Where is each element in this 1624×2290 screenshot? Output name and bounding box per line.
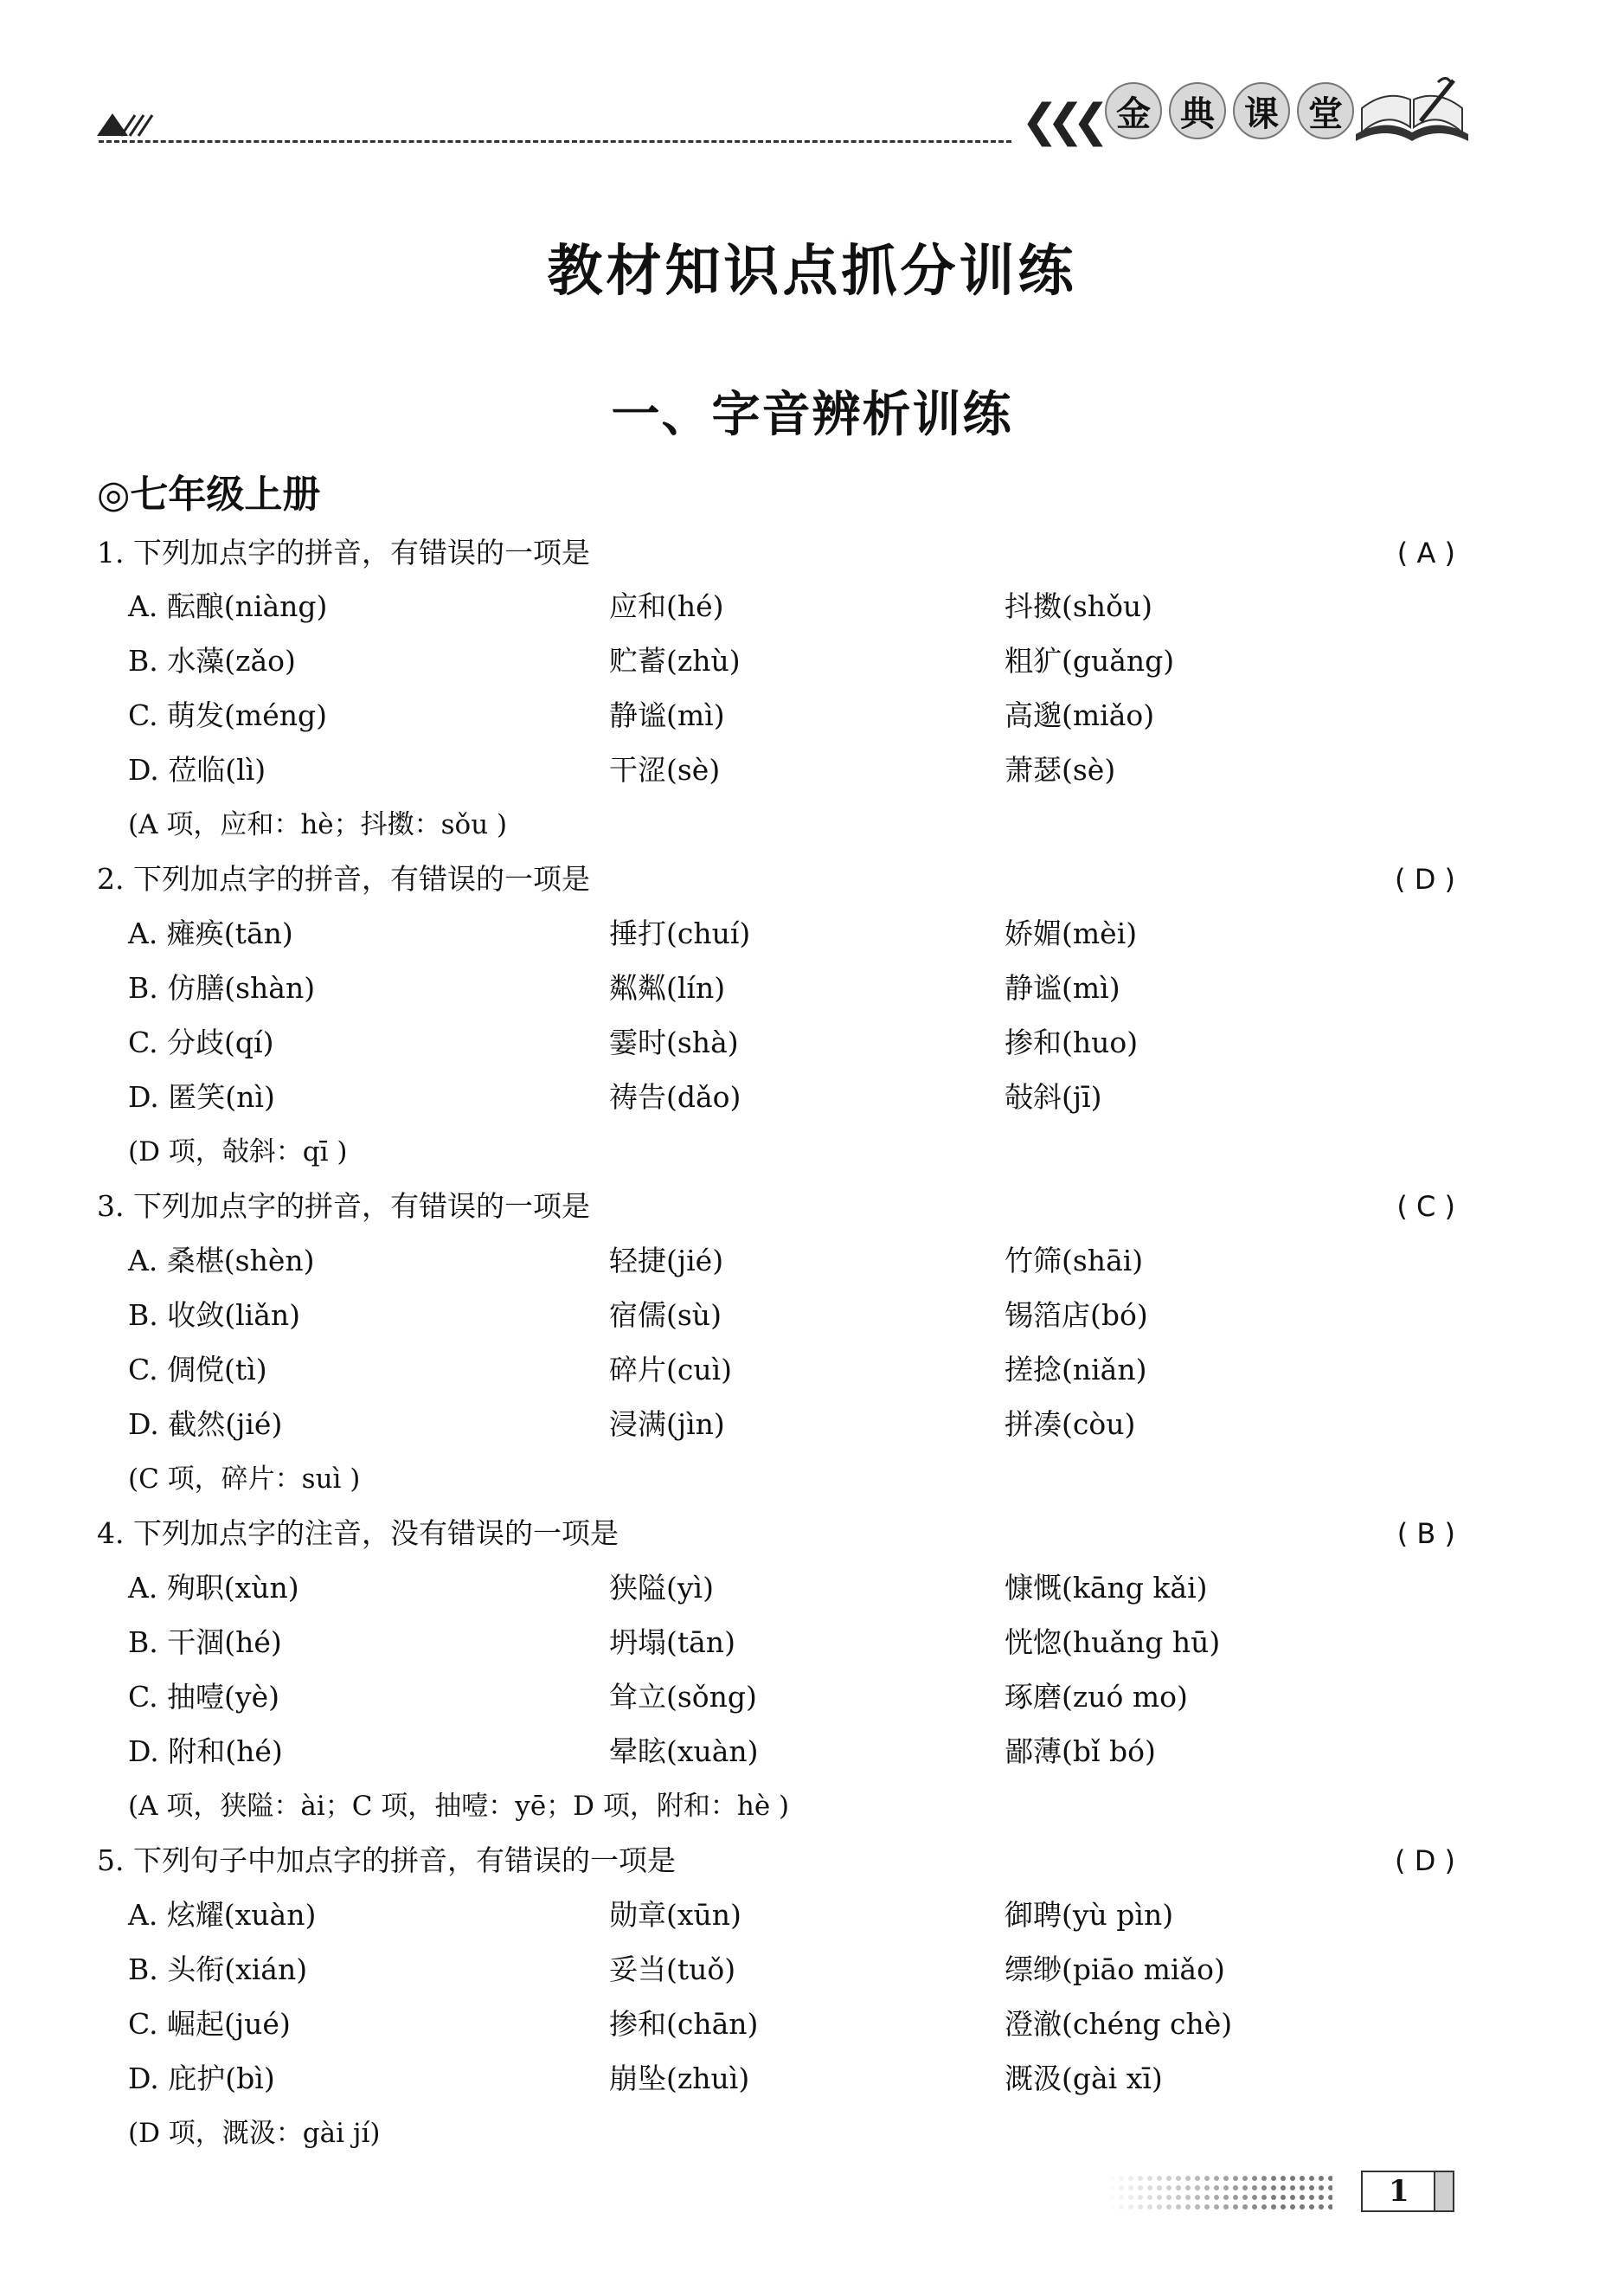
option-item: 琢磨(zuó mo) [1005, 1680, 1188, 1714]
answer-bracket: ( B ) [1396, 1517, 1455, 1550]
option-row [128, 1950, 1339, 1990]
option-item: 掺和(huo) [1005, 1026, 1139, 1059]
option-item: 浸满(jìn) [609, 1407, 725, 1441]
option-row [128, 1350, 1339, 1390]
option-item: 抖擞(shǒu) [1005, 589, 1153, 623]
option-item: 鄙薄(bǐ bó) [1005, 1734, 1156, 1768]
option-item: 霎时(shà) [609, 1026, 739, 1059]
question-5-stem [97, 1841, 1455, 1881]
option-item: A. 酝酿(niàng) [128, 589, 328, 623]
option-item: C. 抽噎(yè) [128, 1680, 279, 1714]
option-row [128, 1568, 1339, 1608]
option-item: A. 殉职(xùn) [128, 1571, 299, 1605]
option-item: 锡箔店(bó) [1005, 1298, 1148, 1332]
option-row [128, 1732, 1339, 1772]
option-item: 萧瑟(sè) [1005, 753, 1116, 787]
option-item: B. 水藻(zǎo) [128, 644, 296, 678]
option-item: D. 莅临(lì) [128, 753, 266, 787]
question-2-stem [97, 859, 1455, 899]
option-item: 贮蓄(zhù) [609, 644, 741, 678]
answer-bracket: ( A ) [1396, 537, 1455, 569]
brand-char: 堂 [1297, 82, 1354, 139]
page-header [97, 82, 1464, 160]
option-item: 敧斜(jī) [1005, 1080, 1102, 1114]
option-row [128, 641, 1339, 681]
question-1-stem [97, 533, 1455, 573]
mountain-icon [97, 110, 157, 138]
option-item: 宿儒(sù) [609, 1298, 722, 1332]
question-4-stem [97, 1514, 1455, 1553]
option-item: B. 干涸(hé) [128, 1625, 282, 1659]
subsection-title: ◎七年级上册 [97, 473, 321, 517]
option-item: 勋章(xūn) [609, 1898, 741, 1932]
option-item: C. 倜傥(tì) [128, 1353, 267, 1386]
option-item: 粗犷(guǎng) [1005, 644, 1175, 678]
option-item: 御聘(yù pìn) [1005, 1898, 1174, 1932]
answer-note: (A 项，狭隘：ài；C 项，抽噎：yē；D 项，附和：hè ) [128, 1791, 790, 1822]
page-number [1361, 2171, 1454, 2212]
question-text: 4. 下列加点字的注音，没有错误的一项是 [97, 1516, 619, 1550]
option-item: 溉汲(gài xī) [1005, 2062, 1163, 2095]
answer-note: (C 项，碎片：suì ) [128, 1463, 361, 1495]
option-item: 澄澈(chéng chè) [1005, 2007, 1233, 2041]
option-item: D. 匿笑(nì) [128, 1080, 275, 1114]
option-row [128, 1296, 1339, 1335]
option-row [128, 968, 1339, 1008]
option-row [128, 914, 1339, 954]
question-3-stem [97, 1187, 1455, 1226]
question-text: 5. 下列句子中加点字的拼音，有错误的一项是 [97, 1843, 676, 1877]
option-item: 狭隘(yì) [609, 1571, 714, 1605]
answer-note: (D 项，敧斜：qī ) [128, 1136, 348, 1168]
option-item: 应和(hé) [609, 589, 724, 623]
answer-bracket: ( C ) [1396, 1190, 1455, 1223]
page-number-text: 1 [1389, 2174, 1409, 2209]
option-item: 妥当(tuǒ) [609, 1952, 736, 1986]
option-item: 耸立(sǒng) [609, 1680, 757, 1714]
option-item: D. 附和(hé) [128, 1734, 283, 1768]
option-item: 静谧(mì) [1005, 971, 1120, 1005]
question-text: 1. 下列加点字的拼音，有错误的一项是 [97, 536, 590, 569]
answer-bracket: ( D ) [1395, 1844, 1455, 1877]
option-item: A. 桑椹(shèn) [128, 1244, 315, 1277]
option-row [128, 587, 1339, 627]
brand-char: 金 [1105, 82, 1162, 139]
option-row [128, 2004, 1339, 2044]
option-item: 竹筛(shāi) [1005, 1244, 1144, 1277]
option-item: 崩坠(zhuì) [609, 2062, 750, 2095]
option-item: 捶打(chuí) [609, 917, 751, 950]
option-item: 恍惚(huǎng hū) [1005, 1625, 1221, 1659]
book-pen-icon [1351, 74, 1473, 151]
option-item: 掺和(chān) [609, 2007, 759, 2041]
option-item: 干涩(sè) [609, 753, 721, 787]
page-tab-icon [1434, 2172, 1453, 2210]
option-item: 坍塌(tān) [609, 1625, 735, 1659]
option-item: 粼粼(lín) [609, 971, 726, 1005]
option-item: 搓捻(niǎn) [1005, 1353, 1147, 1386]
header-dashed-line [99, 140, 1011, 143]
brand-logo [1105, 82, 1354, 139]
option-item: C. 萌发(méng) [128, 698, 328, 732]
option-item: 轻捷(jié) [609, 1244, 724, 1277]
option-item: B. 仿膳(shàn) [128, 971, 316, 1005]
chevrons-icon: ❮❮❮ [1021, 95, 1098, 147]
option-row [128, 1623, 1339, 1663]
option-item: B. 头衔(xián) [128, 1952, 308, 1986]
option-item: 娇媚(mèi) [1005, 917, 1138, 950]
option-item: 拼凑(còu) [1005, 1407, 1136, 1441]
section-title: 一、字音辨析训练 [611, 386, 1013, 443]
option-row [128, 1241, 1339, 1281]
option-row [128, 1405, 1339, 1444]
option-item: C. 分歧(qí) [128, 1026, 274, 1059]
option-row [128, 1677, 1339, 1717]
page-title: 教材知识点抓分训练 [547, 240, 1077, 304]
option-item: D. 截然(jié) [128, 1407, 283, 1441]
option-item: 缥缈(piāo miǎo) [1005, 1952, 1225, 1986]
option-row [128, 1895, 1339, 1935]
brand-char: 课 [1233, 82, 1290, 139]
question-text: 3. 下列加点字的拼音，有错误的一项是 [97, 1189, 590, 1223]
answer-bracket: ( D ) [1395, 863, 1455, 896]
option-item: 静谧(mì) [609, 698, 725, 732]
option-row [128, 2059, 1339, 2099]
option-item: C. 崛起(jué) [128, 2007, 291, 2041]
option-item: 祷告(dǎo) [609, 1080, 741, 1114]
question-text: 2. 下列加点字的拼音，有错误的一项是 [97, 862, 590, 896]
option-row [128, 1023, 1339, 1063]
option-row [128, 750, 1339, 790]
option-item: 晕眩(xuàn) [609, 1734, 759, 1768]
answer-note: (D 项，溉汲：gài jí) [128, 2118, 381, 2149]
option-item: A. 炫耀(xuàn) [128, 1898, 317, 1932]
answer-note: (A 项，应和：hè；抖擞：sǒu ) [128, 809, 508, 840]
option-item: D. 庇护(bì) [128, 2062, 275, 2095]
footer-dot-pattern [1107, 2174, 1332, 2212]
brand-char: 典 [1169, 82, 1226, 139]
option-row [128, 1077, 1339, 1117]
option-item: 高邈(miǎo) [1005, 698, 1155, 732]
option-item: B. 收敛(liǎn) [128, 1298, 301, 1332]
option-item: A. 瘫痪(tān) [128, 917, 293, 950]
option-row [128, 696, 1339, 736]
option-item: 慷慨(kāng kǎi) [1005, 1571, 1208, 1605]
option-item: 碎片(cuì) [609, 1353, 733, 1386]
